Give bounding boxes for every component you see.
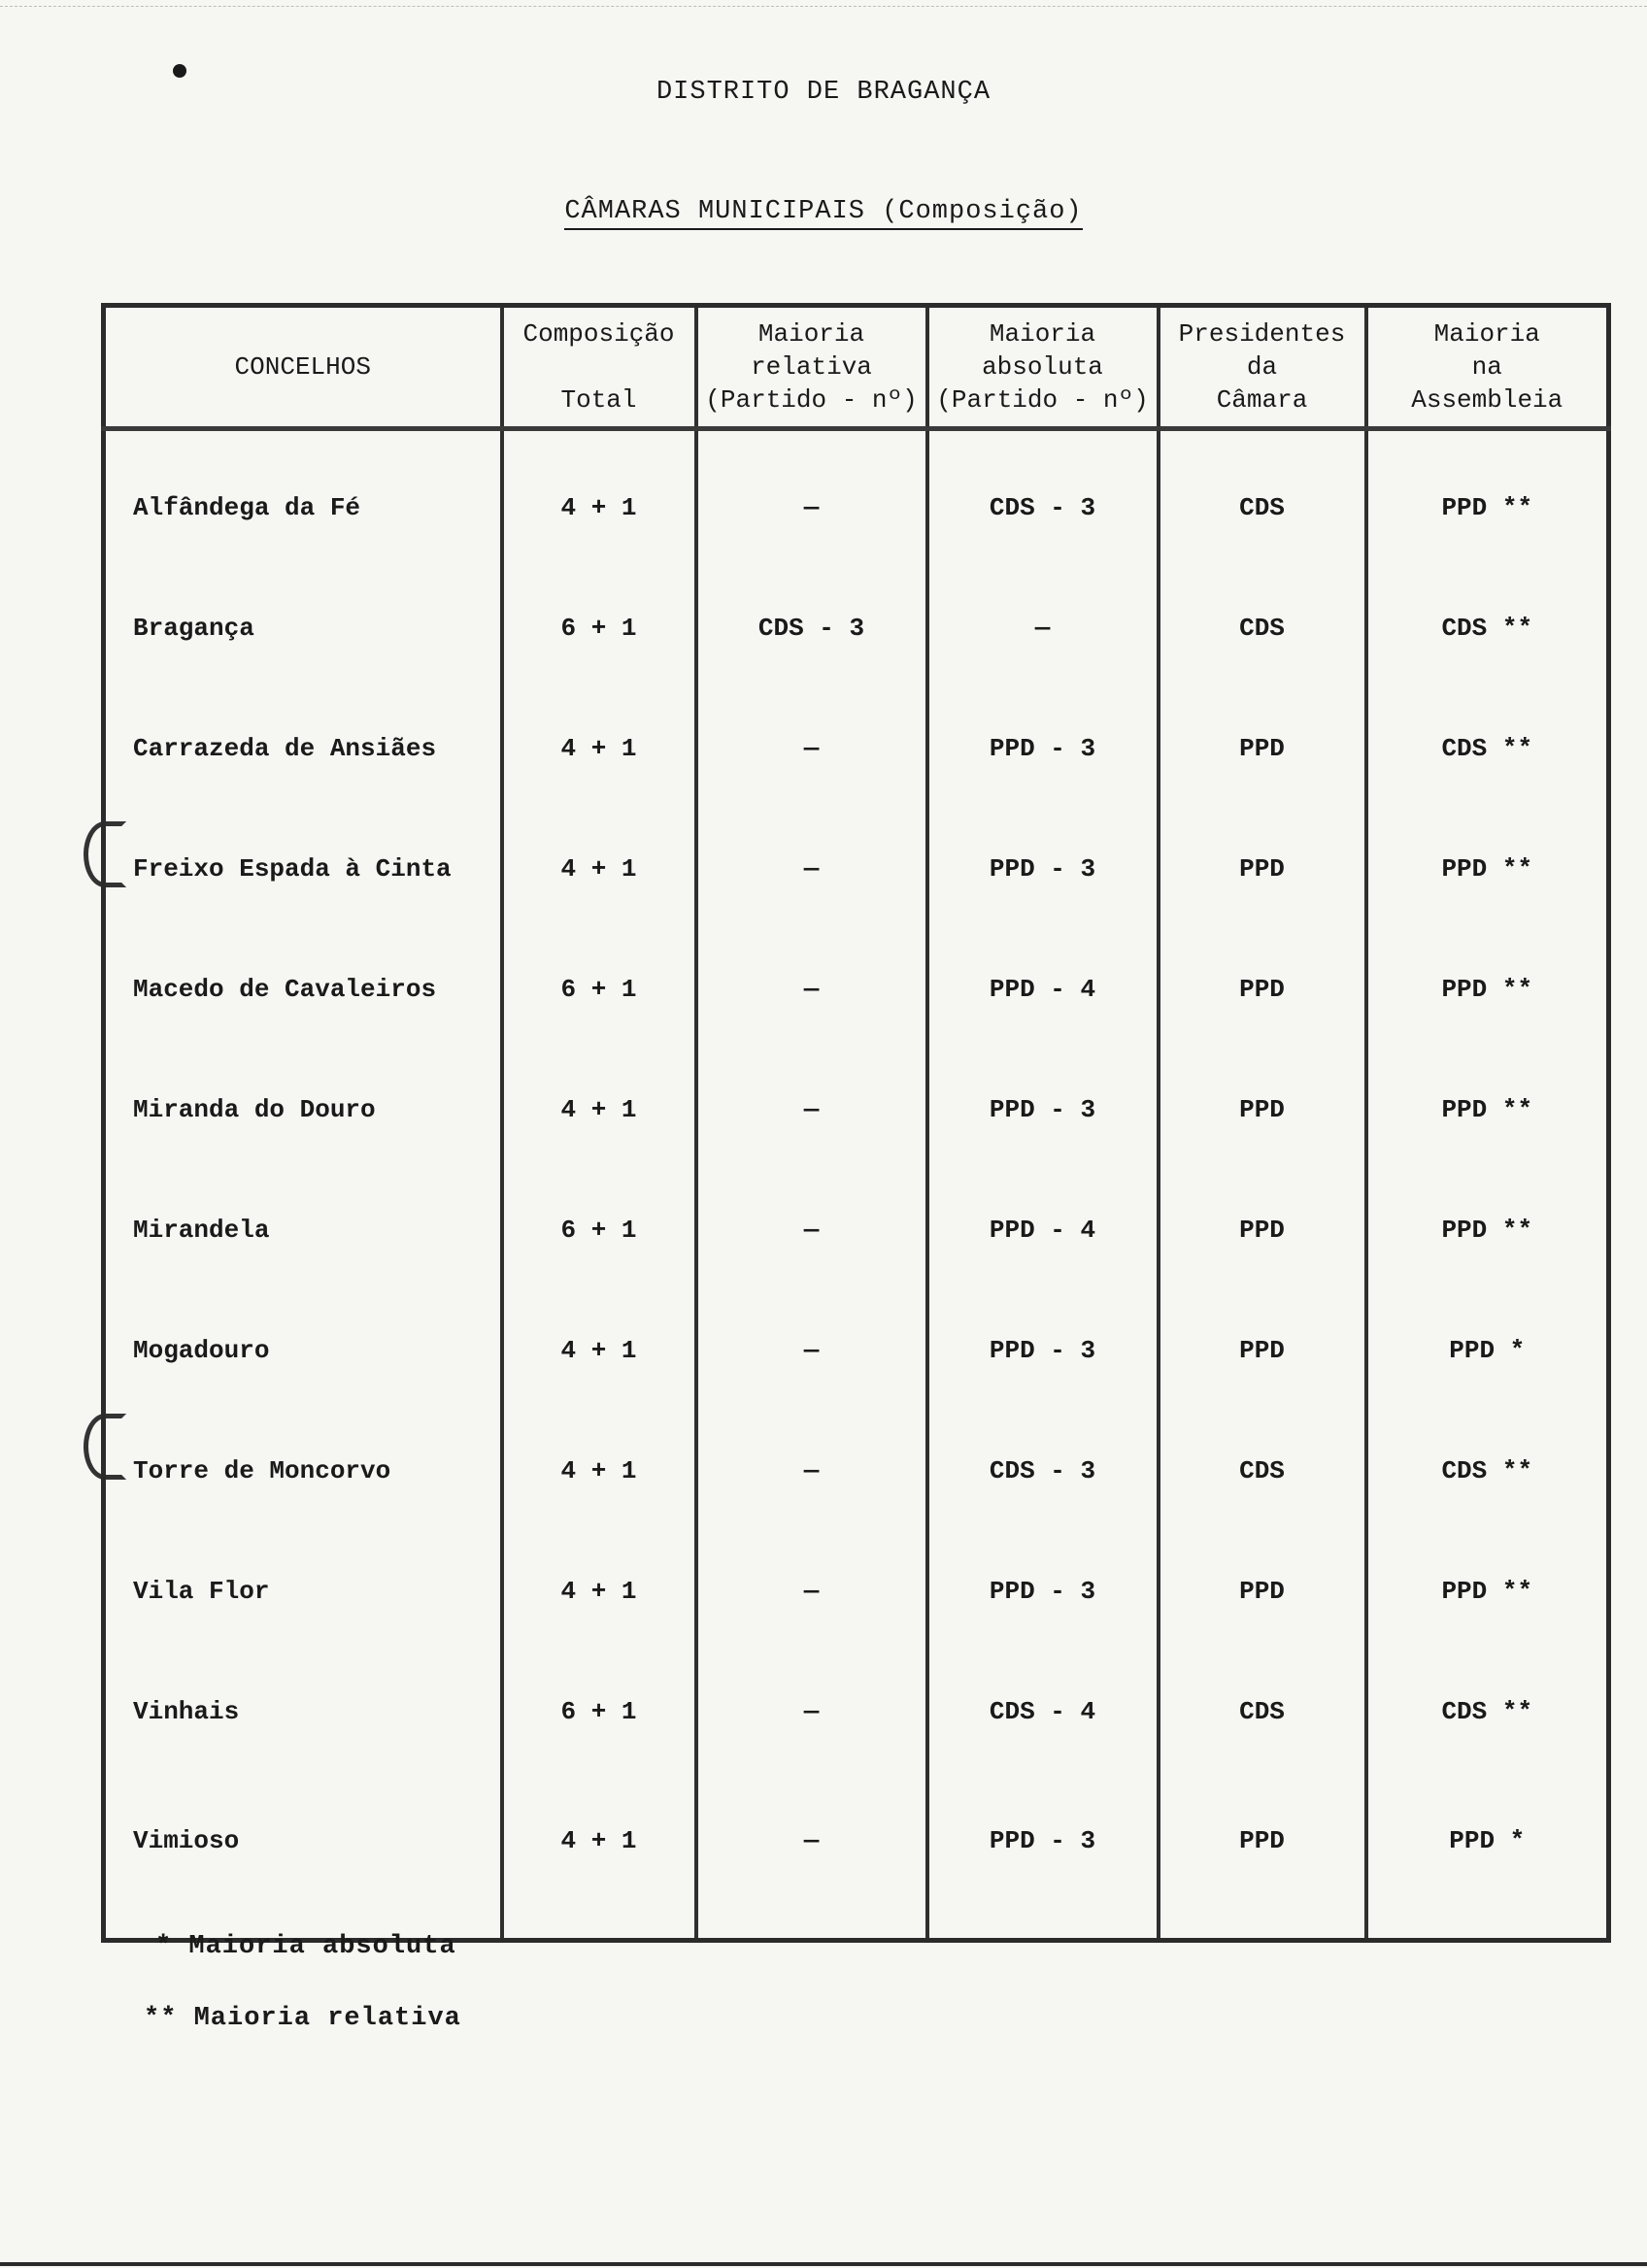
cell-maioria-relativa bbox=[696, 1050, 927, 1170]
cell-maioria-assembleia bbox=[1366, 1531, 1609, 1651]
cell-concelho-text: Vinhais bbox=[133, 1697, 240, 1726]
cell-maioria-absoluta-text: PPD - 3 bbox=[989, 1095, 1096, 1124]
cell-maioria-relativa bbox=[696, 1411, 927, 1531]
column-header-line: absoluta bbox=[982, 352, 1103, 382]
cell-maioria-absoluta bbox=[927, 1170, 1159, 1290]
column-header-line: Câmara bbox=[1216, 385, 1308, 415]
cell-presidente-text: CDS bbox=[1239, 493, 1285, 522]
cell-maioria-assembleia-text: PPD ** bbox=[1441, 1216, 1533, 1245]
cell-maioria-relativa-text: — bbox=[803, 1826, 820, 1855]
cell-maioria-absoluta bbox=[927, 1411, 1159, 1531]
cell-maioria-relativa bbox=[696, 809, 927, 929]
cell-maioria-absoluta-text: PPD - 4 bbox=[989, 1216, 1096, 1245]
column-header-line: na bbox=[1471, 352, 1502, 382]
footnote-maioria-relativa: ** Maioria relativa bbox=[144, 2004, 461, 2033]
column-header-line: Presidentes bbox=[1178, 319, 1346, 349]
cell-presidente bbox=[1159, 429, 1366, 569]
cell-concelho bbox=[104, 429, 502, 569]
cell-concelho-text: Miranda do Douro bbox=[133, 1095, 376, 1124]
cell-maioria-assembleia bbox=[1366, 568, 1609, 688]
table-row bbox=[104, 1050, 1609, 1170]
cell-concelho bbox=[104, 1170, 502, 1290]
cell-presidente-text: CDS bbox=[1239, 1456, 1285, 1485]
cell-maioria-assembleia bbox=[1366, 1411, 1609, 1531]
cell-maioria-absoluta-text: CDS - 3 bbox=[989, 1456, 1096, 1485]
cell-presidente bbox=[1159, 1050, 1366, 1170]
cell-presidente-text: PPD bbox=[1239, 1577, 1285, 1606]
cell-maioria-assembleia bbox=[1366, 1772, 1609, 1941]
cell-concelho bbox=[104, 1411, 502, 1531]
cell-maioria-absoluta bbox=[927, 1772, 1159, 1941]
cell-maioria-relativa-text: — bbox=[803, 1577, 820, 1606]
cell-composicao bbox=[502, 429, 696, 569]
cell-maioria-absoluta-text: PPD - 3 bbox=[989, 734, 1096, 763]
cell-presidente bbox=[1159, 809, 1366, 929]
cell-concelho bbox=[104, 1772, 502, 1941]
cell-maioria-absoluta-text: PPD - 3 bbox=[989, 1336, 1096, 1365]
cell-presidente-text: PPD bbox=[1239, 975, 1285, 1004]
ink-spot bbox=[173, 64, 186, 78]
cell-maioria-relativa-text: — bbox=[803, 493, 820, 522]
cell-maioria-relativa bbox=[696, 688, 927, 809]
column-header-concelhos bbox=[104, 306, 502, 429]
page-title: DISTRITO DE BRAGANÇA bbox=[655, 78, 992, 107]
cell-maioria-assembleia bbox=[1366, 429, 1609, 569]
page-subtitle-text: CÂMARAS MUNICIPAIS (Composição) bbox=[564, 197, 1082, 230]
column-header-line: relativa bbox=[751, 352, 872, 382]
cell-maioria-relativa-text: — bbox=[803, 1697, 820, 1726]
cell-composicao bbox=[502, 809, 696, 929]
table-row bbox=[104, 809, 1609, 929]
cell-maioria-assembleia bbox=[1366, 1290, 1609, 1411]
cell-maioria-relativa-text: — bbox=[803, 1456, 820, 1485]
cell-maioria-assembleia-text: PPD ** bbox=[1441, 1577, 1533, 1606]
cell-maioria-absoluta bbox=[927, 1531, 1159, 1651]
cell-presidente-text: PPD bbox=[1239, 1826, 1285, 1855]
cell-maioria-relativa bbox=[696, 929, 927, 1050]
cell-composicao-text: 6 + 1 bbox=[560, 975, 637, 1004]
cell-concelho bbox=[104, 1531, 502, 1651]
cell-composicao bbox=[502, 1772, 696, 1941]
cell-concelho bbox=[104, 809, 502, 929]
cell-maioria-relativa bbox=[696, 1290, 927, 1411]
cell-presidente-text: PPD bbox=[1239, 1336, 1285, 1365]
cell-maioria-assembleia-text: CDS ** bbox=[1441, 1697, 1533, 1726]
cell-presidente-text: CDS bbox=[1239, 614, 1285, 643]
cell-presidente-text: PPD bbox=[1239, 854, 1285, 884]
column-header-line: Maioria bbox=[989, 319, 1096, 349]
cell-composicao bbox=[502, 1050, 696, 1170]
cell-composicao-text: 4 + 1 bbox=[560, 1456, 637, 1485]
cell-concelho-text: Bragança bbox=[133, 614, 254, 643]
cell-maioria-assembleia-text: PPD * bbox=[1449, 1336, 1526, 1365]
column-header-maioria-absoluta bbox=[927, 306, 1159, 429]
cell-presidente-text: PPD bbox=[1239, 734, 1285, 763]
cell-maioria-absoluta-text: PPD - 3 bbox=[989, 854, 1096, 884]
cell-maioria-assembleia bbox=[1366, 809, 1609, 929]
cell-composicao-text: 4 + 1 bbox=[560, 854, 637, 884]
cell-maioria-relativa-text: CDS - 3 bbox=[757, 614, 865, 643]
table-row bbox=[104, 688, 1609, 809]
cell-maioria-absoluta bbox=[927, 1050, 1159, 1170]
cell-presidente bbox=[1159, 1411, 1366, 1531]
cell-composicao bbox=[502, 1290, 696, 1411]
cell-maioria-relativa-text: — bbox=[803, 1336, 820, 1365]
cell-presidente bbox=[1159, 1651, 1366, 1772]
cell-concelho-text: Vila Flor bbox=[133, 1577, 270, 1606]
table-row bbox=[104, 1772, 1609, 1941]
cell-maioria-assembleia bbox=[1366, 1170, 1609, 1290]
column-header-line: CONCELHOS bbox=[234, 352, 371, 382]
cell-presidente-text: PPD bbox=[1239, 1216, 1285, 1245]
scan-top-edge bbox=[0, 0, 1647, 7]
cell-presidente bbox=[1159, 929, 1366, 1050]
cell-concelho bbox=[104, 1651, 502, 1772]
cell-composicao-text: 4 + 1 bbox=[560, 1577, 637, 1606]
cell-presidente bbox=[1159, 688, 1366, 809]
table-row bbox=[104, 1531, 1609, 1651]
cell-maioria-assembleia bbox=[1366, 688, 1609, 809]
cell-presidente-text: PPD bbox=[1239, 1095, 1285, 1124]
column-header-line: Assembleia bbox=[1411, 385, 1563, 415]
cell-concelho bbox=[104, 568, 502, 688]
cell-maioria-absoluta bbox=[927, 429, 1159, 569]
municipal-councils-table bbox=[101, 303, 1611, 1943]
column-header-presidentes bbox=[1159, 306, 1366, 429]
cell-maioria-assembleia-text: PPD ** bbox=[1441, 493, 1533, 522]
column-header-line: (Partido - nº) bbox=[936, 385, 1149, 415]
cell-maioria-absoluta bbox=[927, 688, 1159, 809]
scan-bottom-edge bbox=[0, 2262, 1647, 2266]
column-header-line: Total bbox=[560, 385, 637, 415]
cell-composicao bbox=[502, 568, 696, 688]
cell-maioria-assembleia-text: PPD * bbox=[1449, 1826, 1526, 1855]
cell-maioria-relativa bbox=[696, 429, 927, 569]
cell-composicao-text: 6 + 1 bbox=[560, 614, 637, 643]
cell-concelho-text: Macedo de Cavaleiros bbox=[133, 975, 437, 1004]
cell-maioria-relativa bbox=[696, 568, 927, 688]
cell-concelho bbox=[104, 1050, 502, 1170]
table-body bbox=[104, 429, 1609, 1941]
cell-maioria-absoluta-text: CDS - 4 bbox=[989, 1697, 1096, 1726]
column-header-line: da bbox=[1246, 352, 1278, 382]
cell-presidente bbox=[1159, 1531, 1366, 1651]
cell-maioria-absoluta bbox=[927, 929, 1159, 1050]
column-header-line: Composição bbox=[522, 319, 675, 349]
cell-concelho bbox=[104, 1290, 502, 1411]
column-header-line: Maioria bbox=[1433, 319, 1540, 349]
cell-maioria-assembleia-text: PPD ** bbox=[1441, 854, 1533, 884]
cell-presidente-text: CDS bbox=[1239, 1697, 1285, 1726]
cell-maioria-absoluta-text: — bbox=[1034, 614, 1051, 643]
cell-concelho-text: Freixo Espada à Cinta bbox=[133, 854, 452, 884]
column-header-maioria-relativa bbox=[696, 306, 927, 429]
cell-concelho bbox=[104, 688, 502, 809]
cell-composicao bbox=[502, 1531, 696, 1651]
column-header-composicao bbox=[502, 306, 696, 429]
cell-composicao-text: 4 + 1 bbox=[560, 1336, 637, 1365]
cell-composicao bbox=[502, 1411, 696, 1531]
cell-maioria-absoluta bbox=[927, 568, 1159, 688]
cell-concelho bbox=[104, 929, 502, 1050]
footnote-maioria-absoluta: * Maioria absoluta bbox=[155, 1932, 456, 1961]
cell-composicao bbox=[502, 688, 696, 809]
column-header-maioria-assembleia bbox=[1366, 306, 1609, 429]
table-row bbox=[104, 1651, 1609, 1772]
cell-composicao bbox=[502, 929, 696, 1050]
cell-maioria-absoluta bbox=[927, 1651, 1159, 1772]
cell-composicao-text: 6 + 1 bbox=[560, 1216, 637, 1245]
cell-concelho-text: Carrazeda de Ansiães bbox=[133, 734, 437, 763]
cell-maioria-assembleia-text: CDS ** bbox=[1441, 734, 1533, 763]
cell-composicao-text: 4 + 1 bbox=[560, 734, 637, 763]
cell-concelho-text: Vimioso bbox=[133, 1826, 240, 1855]
table-row bbox=[104, 1411, 1609, 1531]
cell-maioria-assembleia-text: CDS ** bbox=[1441, 614, 1533, 643]
cell-presidente bbox=[1159, 1772, 1366, 1941]
table-row bbox=[104, 929, 1609, 1050]
cell-maioria-relativa bbox=[696, 1170, 927, 1290]
cell-maioria-assembleia bbox=[1366, 1651, 1609, 1772]
cell-maioria-relativa-text: — bbox=[803, 1216, 820, 1245]
cell-presidente bbox=[1159, 568, 1366, 688]
cell-maioria-absoluta bbox=[927, 809, 1159, 929]
cell-presidente bbox=[1159, 1290, 1366, 1411]
cell-concelho-text: Alfândega da Fé bbox=[133, 493, 361, 522]
table-row bbox=[104, 429, 1609, 569]
cell-maioria-relativa-text: — bbox=[803, 734, 820, 763]
cell-maioria-assembleia bbox=[1366, 929, 1609, 1050]
cell-concelho-text: Mogadouro bbox=[133, 1336, 270, 1365]
cell-composicao-text: 4 + 1 bbox=[560, 493, 637, 522]
cell-maioria-absoluta-text: PPD - 3 bbox=[989, 1826, 1096, 1855]
table-row bbox=[104, 568, 1609, 688]
column-header-line: Maioria bbox=[757, 319, 865, 349]
cell-composicao bbox=[502, 1651, 696, 1772]
cell-maioria-absoluta bbox=[927, 1290, 1159, 1411]
cell-composicao bbox=[502, 1170, 696, 1290]
cell-composicao-text: 6 + 1 bbox=[560, 1697, 637, 1726]
cell-presidente bbox=[1159, 1170, 1366, 1290]
cell-composicao-text: 4 + 1 bbox=[560, 1095, 637, 1124]
table-header-row bbox=[104, 306, 1609, 429]
cell-maioria-absoluta-text: CDS - 3 bbox=[989, 493, 1096, 522]
cell-maioria-absoluta-text: PPD - 3 bbox=[989, 1577, 1096, 1606]
cell-maioria-relativa bbox=[696, 1772, 927, 1941]
cell-maioria-relativa-text: — bbox=[803, 975, 820, 1004]
cell-maioria-assembleia-text: CDS ** bbox=[1441, 1456, 1533, 1485]
page-subtitle bbox=[0, 197, 1647, 226]
column-header-line: (Partido - nº) bbox=[705, 385, 918, 415]
cell-maioria-relativa bbox=[696, 1651, 927, 1772]
cell-composicao-text: 4 + 1 bbox=[560, 1826, 637, 1855]
cell-maioria-absoluta-text: PPD - 4 bbox=[989, 975, 1096, 1004]
cell-maioria-assembleia-text: PPD ** bbox=[1441, 1095, 1533, 1124]
table-row bbox=[104, 1290, 1609, 1411]
cell-concelho-text: Mirandela bbox=[133, 1216, 270, 1245]
cell-maioria-relativa bbox=[696, 1531, 927, 1651]
cell-maioria-assembleia-text: PPD ** bbox=[1441, 975, 1533, 1004]
cell-maioria-relativa-text: — bbox=[803, 1095, 820, 1124]
cell-maioria-relativa-text: — bbox=[803, 854, 820, 884]
table-row bbox=[104, 1170, 1609, 1290]
cell-concelho-text: Torre de Moncorvo bbox=[133, 1456, 391, 1485]
cell-maioria-assembleia bbox=[1366, 1050, 1609, 1170]
